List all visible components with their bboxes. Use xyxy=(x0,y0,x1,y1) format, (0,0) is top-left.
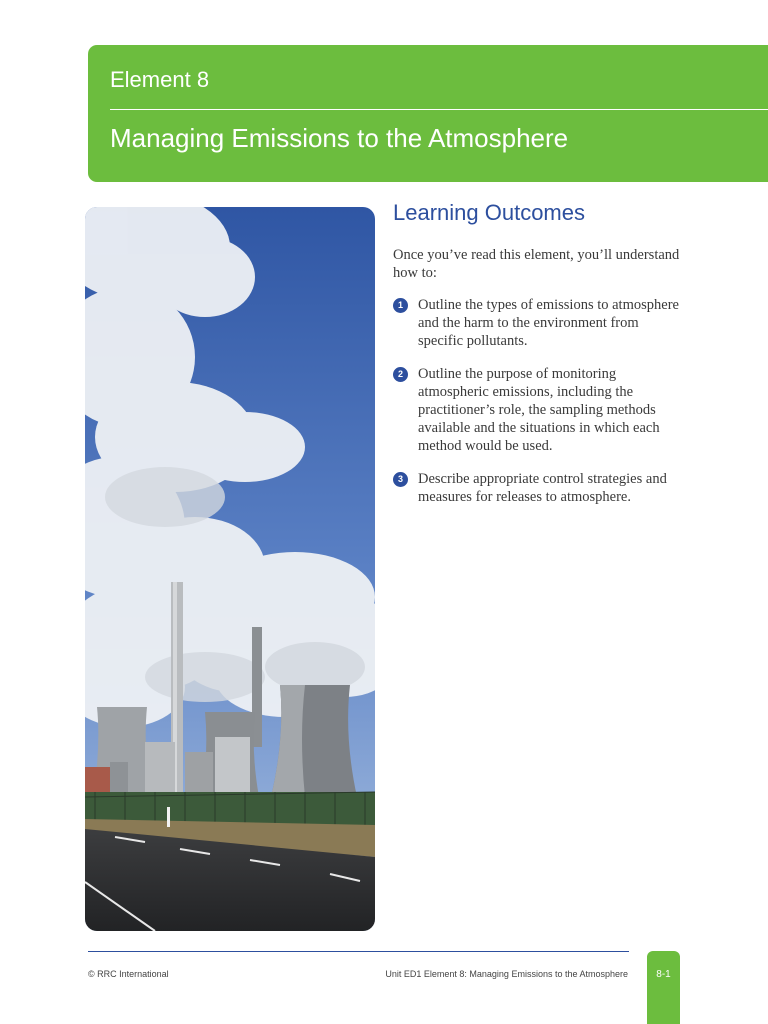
outcome-item xyxy=(393,365,683,456)
header-divider xyxy=(110,109,768,110)
element-header xyxy=(88,45,768,182)
learning-outcomes-heading: Learning Outcomes xyxy=(393,200,585,225)
outcome-text: Outline the purpose of monitoring atmospheric emissions, including the practitioner’s role, the sampling methods available and the situations in which each method would be used. xyxy=(418,365,660,455)
element-label: Element 8 xyxy=(110,67,210,92)
outcome-item xyxy=(393,470,683,506)
outcome-text: Describe appropriate control strategies and measures for releases to atmosphere. xyxy=(418,470,667,505)
outcome-text: Outline the types of emissions to atmosphere and the harm to the environment from specific pollutants. xyxy=(418,297,679,350)
outcome-number-badge: 1 xyxy=(393,298,408,313)
outcome-list xyxy=(393,296,683,506)
learning-outcomes-intro: Once you’ve read this element, you’ll understand how to: xyxy=(393,247,680,281)
footer-unit-label: Unit ED1 Element 8: Managing Emissions to the Atmosphere xyxy=(385,969,628,979)
footer-divider xyxy=(88,951,629,952)
outcome-number-badge: 3 xyxy=(393,472,408,487)
learning-outcomes xyxy=(393,200,683,520)
outcome-item xyxy=(393,296,683,351)
page-number: 8-1 xyxy=(656,969,671,980)
page-number-tab xyxy=(647,951,680,1024)
power-plant-photo xyxy=(85,207,375,931)
page-title: Managing Emissions to the Atmosphere xyxy=(110,123,569,153)
outcome-number-badge: 2 xyxy=(393,367,408,382)
footer-copyright: © RRC International xyxy=(88,969,169,979)
